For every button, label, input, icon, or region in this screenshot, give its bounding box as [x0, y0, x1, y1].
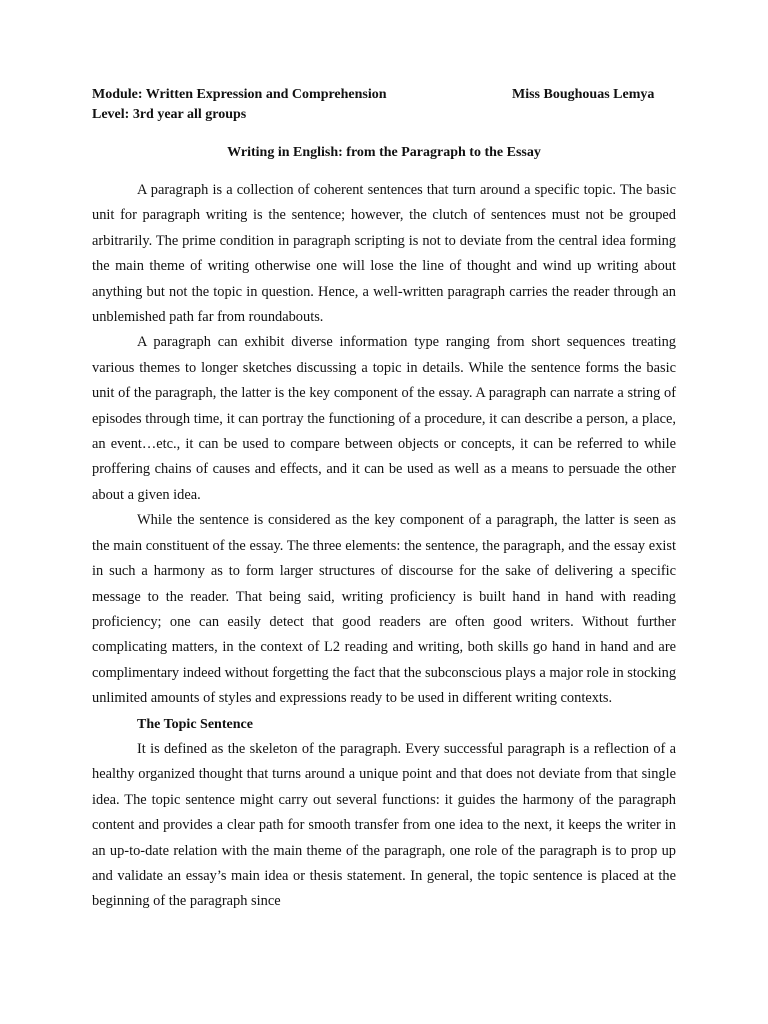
section-paragraph: It is defined as the skeleton of the paragraph. Every successful paragraph is a reflection of a healthy organized thought that turns around a unique point and that does not deviate from that single idea. The topic sentence might carry out several functions: it guides the harmony of the paragraph content and provides a clear path for smooth transfer from one idea to the next, it keeps the writer in an up-to-date relation with the main theme of the paragraph, one role of the paragraph is to prop up and validate an essay’s main idea or thesis statement. In general, the topic sentence is placed at the beginning of the paragraph since: [92, 740, 676, 910]
paragraph-1: A paragraph is a collection of coherent sentences that turn around a specific topic. The basic unit for paragraph writing is the sentence; however, the clutch of sentences must not be grouped arbitrarily. The prime condition in paragraph scripting is not to deviate from the central idea forming the main theme of writing otherwise one will lose the line of thought and wind up writing about anything but not the topic in question. Hence, a well-written paragraph carries the reader through an unblemished path far from roundabouts.: [92, 182, 676, 326]
header-row: [92, 86, 692, 104]
document-body: [92, 178, 676, 915]
module-label: Module: Written Expression and Comprehension: [92, 87, 387, 102]
paragraph-3: While the sentence is considered as the key component of a paragraph, the latter is seen as the main constituent of the essay. The three elements: the sentence, the paragraph, and the essay exist in such a harmony as to form larger structures of discourse for the sake of delivering a specific message to the reader. That being said, writing proficiency is built hand in hand with reading proficiency; one can easily detect that good readers are often good writers. Without further complicating matters, in the context of L2 reading and writing, both skills go hand in hand and are complimentary indeed without forgetting the fact that the subconscious plays a major role in stocking unlimited amounts of styles and expressions ready to be used in different writing contexts.: [92, 512, 677, 707]
teacher-name: Miss Boughouas Lemya: [512, 87, 655, 102]
document-title: Writing in English: from the Paragraph to the Essay: [227, 145, 541, 160]
section-heading: The Topic Sentence: [137, 716, 253, 732]
paragraph-2: A paragraph can exhibit diverse information type ranging from short sequences treating various themes to longer sketches discussing a topic in details. While the sentence forms the basic unit of the paragraph, the latter is the key component of the essay. A paragraph can narrate a string of episodes through time, it can portray the functioning of a procedure, it can describe a person, a place, an event…etc., it can be used to compare between objects or concepts, it can be referred to while proffering chains of causes and effects, and it can be used as well as a means to persuade the other about a given idea.: [92, 334, 676, 503]
level-label: Level: 3rd year all groups: [92, 107, 247, 122]
